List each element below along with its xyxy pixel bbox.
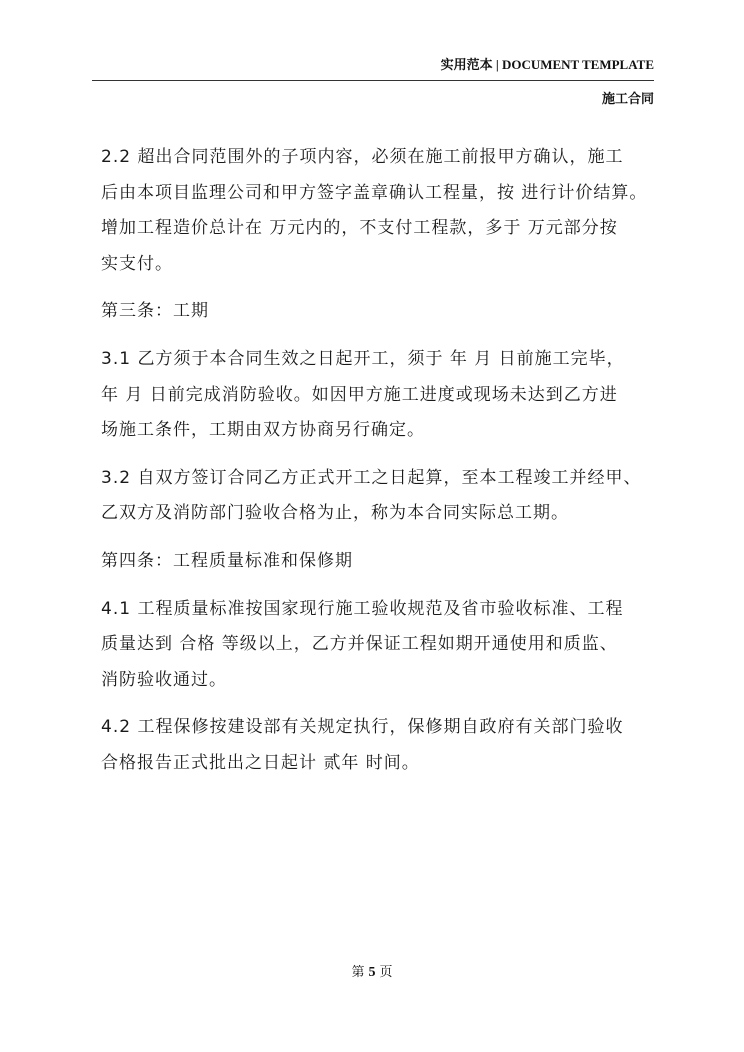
body-line: 2.2 超出合同范围外的子项内容，必须在施工前报甲方确认，施工 <box>101 147 624 167</box>
page-number: 5 <box>368 965 376 980</box>
body-line: 场施工条件，工期由双方协商另行确定。 <box>101 420 425 441</box>
body-line: 后由本项目监理公司和甲方签字盖章确认工程量，按 进行计价结算。 <box>101 182 648 203</box>
header-divider <box>92 80 654 81</box>
body-line: 质量达到 合格 等级以上，乙方并保证工程如期开通使用和质监、 <box>101 634 618 655</box>
body-line: 3.2 自双方签订合同乙方正式开工之日起算，至本工程竣工并经甲、 <box>101 467 642 488</box>
page-prefix: 第 <box>351 964 365 979</box>
body-line: 合格报告正式批出之日起计 贰年 时间。 <box>101 752 420 773</box>
body-line: 消防验收通过。 <box>101 669 227 690</box>
body-line: 4.2 工程保修按建设部有关规定执行，保修期自政府有关部门验收 <box>101 717 624 738</box>
body-line: 年 月 日前完成消防验收。如因甲方施工进度或现场未达到乙方进 <box>101 384 618 405</box>
document-header-subtitle: 施工合同 <box>601 91 654 106</box>
document-header-title: 实用范本 | DOCUMENT TEMPLATE <box>440 57 654 72</box>
page-suffix: 页 <box>379 964 393 979</box>
document-body <box>101 140 667 782</box>
body-line: 实支付。 <box>101 253 173 274</box>
body-line: 4.1 工程质量标准按国家现行施工验收规范及省市验收标准、工程 <box>101 598 624 619</box>
page-footer <box>0 961 744 981</box>
body-line: 增加工程造价总计在 万元内的，不支付工程款，多于 万元部分按 <box>101 218 618 239</box>
section-heading: 第三条：工期 <box>101 301 209 322</box>
body-line: 3.1 乙方须于本合同生效之日起开工，须于 年 月 日前施工完毕， <box>101 348 625 369</box>
section-heading: 第四条：工程质量标准和保修期 <box>101 550 353 571</box>
body-line: 乙双方及消防部门验收合格为止，称为本合同实际总工期。 <box>101 503 569 524</box>
